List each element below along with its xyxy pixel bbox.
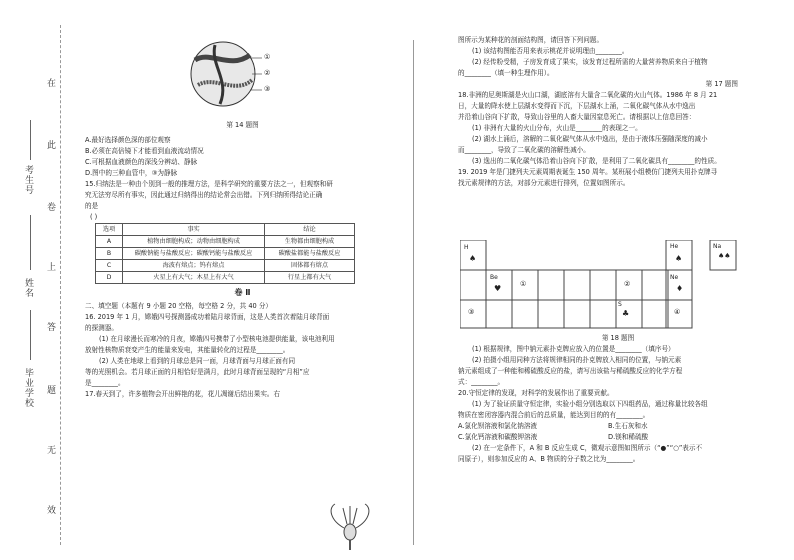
margin-char: 卷 [45, 202, 55, 212]
table-cell: A [96, 236, 123, 248]
fig14-label: ③ [264, 85, 271, 93]
option-a: A.氯化钡溶液和氯化钠溶液 [458, 422, 538, 430]
card-grid-svg [460, 240, 740, 330]
position-4: ④ [674, 308, 681, 316]
fig14-label: ① [264, 53, 271, 61]
figure-caption: 第 18 题图 [601, 334, 635, 342]
question-18-2: (2) 湖水上涌后，溶解的二氧化碳气体从水中逸出，是由于液体压强随深度的减小 [472, 135, 708, 143]
spade-icon: ♠ [675, 254, 683, 263]
table-row [96, 272, 355, 284]
margin-char: 答 [45, 322, 55, 332]
question-15-text: 的是 [85, 202, 99, 210]
question-16-1: 放射性核物质衰变产生的能量来发电，其能量转化的过程是________。 [85, 346, 290, 354]
question-19-2: 式：________。 [458, 378, 505, 386]
left-column [85, 120, 400, 400]
table-header: 事实 [123, 224, 265, 236]
question-17-1: (1) 该结构图能否用来表示桃花并说明理由________。 [472, 47, 629, 55]
question-15-text: 究无法穷尽所有事实，因此通过归纳得出的结论常会出错。下列归纳所得结论正确 [85, 191, 323, 199]
position-1: ① [520, 280, 527, 288]
table-cell: 生物都由细胞构成 [265, 236, 355, 248]
column-divider [413, 40, 414, 545]
question-18-1: (1) 非洲有大量的火山分布，火山是________的表现之一。 [472, 124, 642, 132]
card-grid [460, 240, 740, 330]
section-heading: 二、填空题（本题有 9 小题 20 空格，每空格 2 分，共 40 分） [85, 302, 273, 310]
table-cell: B [96, 248, 123, 260]
question-19-2: (2) 拍摄小组用同种方法将规律相同的扑克牌放入相同的位置，与钠元素 [472, 356, 682, 364]
binding-line [60, 25, 61, 545]
heart-icon: ♥ [494, 284, 502, 293]
card-ne: Ne [670, 274, 679, 281]
option-c: C.可根据血液颜色的深浅分辨动、静脉 [85, 158, 198, 166]
table-cell: 海波有熔点；钨有熔点 [123, 260, 265, 272]
exam-number-label: 考生号 [23, 165, 33, 195]
table-cell: C [96, 260, 123, 272]
card-s: S [618, 301, 622, 308]
card-na: Na [713, 243, 722, 250]
right-column [458, 35, 778, 189]
table-cell: 植物由细胞构成；动物由细胞构成 [123, 236, 265, 248]
spade-icon: ♠ [469, 254, 477, 263]
margin-char: 此 [45, 140, 55, 150]
option-d: D.图中的三种血管中，③为静脉 [85, 169, 178, 177]
right-column-lower [458, 333, 778, 465]
exam-number-line [30, 120, 31, 160]
table-cell: 固体都有熔点 [265, 260, 355, 272]
question-19-text: 19. 2019 年是门捷列夫元素周期表诞生 150 周年。某班展小组模仿门捷列夫用扑克牌寻 [458, 168, 718, 176]
question-16-2: (2) 人类在地球上看到的月球总是同一面，月球背面与月球正面有同 [99, 357, 296, 365]
school-label: 毕业学校 [23, 368, 33, 408]
figure-14 [190, 40, 280, 108]
table-row [96, 260, 355, 272]
question-16-2: 等的光照机会。若月球正面的月相恰好是满月，此时月球背面呈现的“月相”应 [85, 368, 310, 376]
option-b: B.必须在高倍镜下才能看到血液流动情况 [85, 147, 204, 155]
options-row [458, 432, 778, 443]
question-18-3: (3) 逸出的二氧化碳气体沿着山谷向下扩散，是利用了二氧化碳具有________的性质。 [472, 157, 721, 165]
question-17-2: (2) 经传粉受精，子房发育成了果实，该发育过程所需的大量营养物质来自于植物 [472, 58, 708, 66]
fig14-label: ② [264, 69, 271, 77]
question-20-text: 20.守恒定律的发现，对科学的发展作出了重要贡献。 [458, 389, 614, 397]
figure-17 [325, 500, 375, 555]
option-c: C.氯化钙溶液和碳酸钾溶液 [458, 433, 538, 441]
margin-char: 效 [45, 505, 55, 515]
table-header: 结论 [265, 224, 355, 236]
table-cell: 火星上有大气；木星上有大气 [123, 272, 265, 284]
table-cell: 行星上都有大气 [265, 272, 355, 284]
option-d: D.镁和稀硫酸 [608, 433, 649, 441]
name-label: 姓名 [23, 278, 33, 298]
options-row [458, 421, 778, 432]
margin-char: 题 [45, 385, 55, 395]
question-18-text: 日，大量的降水使上层湖水变得而下沉，下层湖水上涌，二氧化碳气体从水中逸出 [458, 102, 696, 110]
question-17-text: 图所示为某种花的剖面结构图，请回答下列问题。 [458, 36, 604, 44]
question-16-2: 是________。 [85, 379, 125, 387]
table-header: 选项 [96, 224, 123, 236]
card-h: H [464, 244, 469, 251]
question-20-1: 物质在密闭容器内混合前后的总质量，能达到目的的有________。 [458, 411, 650, 419]
table-row [96, 248, 355, 260]
figure-caption: 第 14 题图 [226, 121, 259, 129]
answer-paren: ( ) [90, 213, 98, 221]
margin-char: 在 [45, 78, 55, 88]
question-18-text: 并沿着山谷向下扩散，导致山谷里的人畜大量因窒息死亡。请根据以上信息回答： [458, 113, 696, 121]
figure-caption: 第 17 题图 [705, 80, 738, 88]
question-19-text: 找元素规律的方法，对部分元素进行排列，位置如图所示。 [458, 179, 630, 187]
table-row [96, 236, 355, 248]
question-16-1: (1) 在月球漫长而寒冷的月夜，嫦娥四号携带了小型核电池提供能量，该电池利用 [99, 335, 335, 343]
q15-table [95, 223, 355, 284]
question-17-2: 的________（填一种生理作用）。 [458, 69, 554, 77]
margin-char: 无 [45, 445, 55, 455]
question-19-2: 钠元素组成了一种能和稀硫酸反应的盐，请写出该盐与稀硫酸反应的化学方程 [458, 367, 683, 375]
question-19-1: (1) 根据规律，图中钠元素扑克牌应放入的位置是________（填序号） [472, 345, 675, 353]
question-18-2: 而________，导致了二氧化碳的溶解性减小。 [458, 146, 590, 154]
table-cell: 碳酸盐都能与盐酸反应 [265, 248, 355, 260]
card-he: He [670, 243, 679, 250]
table-cell: D [96, 272, 123, 284]
question-15-text: 15.归纳法是一种由个别到一般的推理方法，是科学研究的重要方法之一，但观察和研 [85, 180, 333, 188]
question-16-text: 16. 2019 年 1 月，嫦娥四号探测器成功着陆月球背面，这是人类首次着陆月球背面 [85, 313, 330, 321]
question-20-2: (2) 在一定条件下，A 和 B 反应生成 C，微观示意图如图所示（“●”“○”表示不 [472, 444, 703, 452]
question-20-1: (1) 为了验证质量守恒定律，实验小组分别选取以下四组药品，通过称量比较各组 [472, 400, 708, 408]
flower-diagram [325, 500, 375, 555]
table-cell: 碳酸钠能与盐酸反应；碳酸钙能与盐酸反应 [123, 248, 265, 260]
question-20-2: 同原子），则参加反应的 A、B 物质的分子数之比为________。 [458, 455, 640, 463]
question-16-text: 的探测器。 [85, 324, 118, 332]
margin-char: 上 [45, 262, 55, 272]
school-line [30, 310, 31, 360]
question-17-text: 17.春天到了，许多植物会开出鲜艳的花，花儿凋谢后结出果实。右 [85, 390, 281, 398]
club-icon: ♣ [622, 309, 630, 318]
question-18-text: 18.非洲的尼奥斯湖是火山口湖，湖底溶有大量含二氧化碳的火山气体。1986 年 8 月 21 [458, 91, 718, 99]
card-be: Be [490, 274, 498, 281]
diamond-icon: ♦ [676, 284, 684, 293]
section-title: 卷 Ⅱ [234, 288, 251, 297]
name-line [30, 215, 31, 270]
position-3: ③ [468, 308, 475, 316]
option-b: B.生石灰和水 [608, 422, 648, 430]
option-a: A.最好选择颜色深的部位观察 [85, 136, 171, 144]
spade-icon: ♠♠ [718, 252, 731, 260]
position-2: ② [624, 280, 631, 288]
